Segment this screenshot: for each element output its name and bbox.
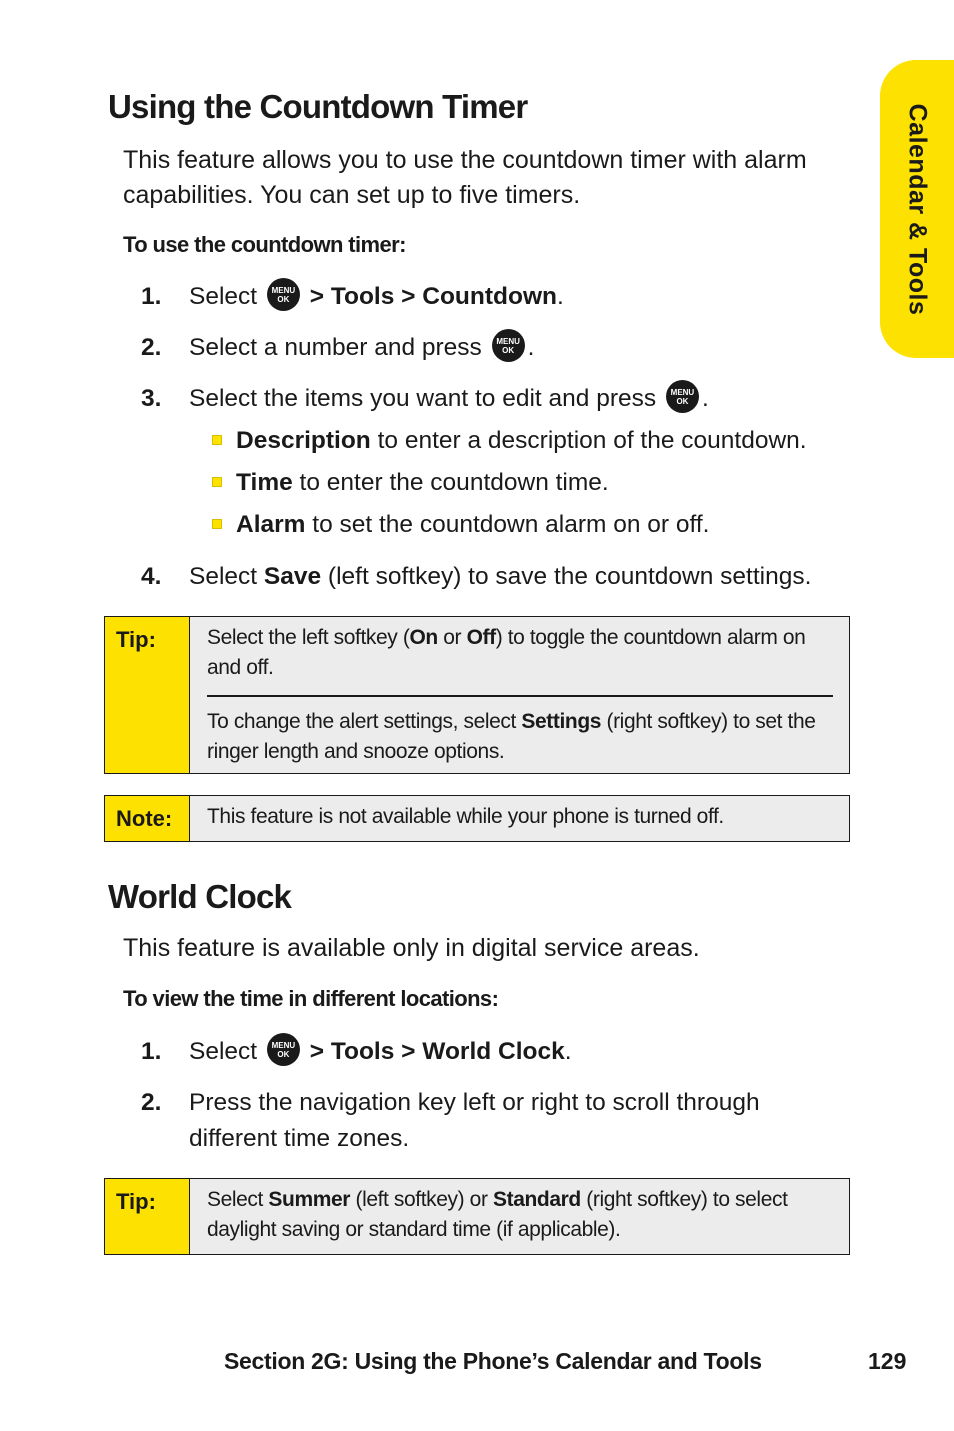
page-number: 129 bbox=[868, 1348, 907, 1374]
bullet-square-icon bbox=[212, 477, 222, 487]
section-tab-label: Calendar & Tools bbox=[903, 103, 932, 315]
note-box bbox=[104, 795, 850, 842]
tip-divider bbox=[207, 695, 833, 697]
world-clock-title: World Clock bbox=[108, 878, 292, 915]
countdown-tip-box bbox=[104, 616, 850, 774]
bullet-time: Time to enter the countdown time. bbox=[212, 465, 609, 501]
tip-text-1: Select the left softkey (On or Off) to toggle the countdown alarm on and off. bbox=[207, 626, 806, 679]
countdown-intro: This feature allows you to use the countdown timer with alarm capabilities. You can set up to five timers. bbox=[123, 146, 807, 209]
footer-section-title: Section 2G: Using the Phone’s Calendar and Tools bbox=[224, 1348, 762, 1374]
tip-label: Tip: bbox=[105, 617, 190, 773]
menu-ok-icon: MENU OK bbox=[492, 329, 525, 362]
menu-ok-icon: MENU OK bbox=[666, 380, 699, 413]
tip-label: Tip: bbox=[105, 1179, 190, 1254]
tip-text: Select Summer (left softkey) or Standard (right softkey) to select daylight saving or standard time (if applicable). bbox=[207, 1188, 788, 1241]
bullet-square-icon bbox=[212, 435, 222, 445]
countdown-title: Using the Countdown Timer bbox=[108, 88, 528, 125]
tip-text-2: To change the alert settings, select Settings (right softkey) to set the ringer length and snooze options. bbox=[207, 710, 816, 763]
world-clock-subheading: To view the time in different locations: bbox=[123, 986, 499, 1011]
bullet-alarm: Alarm to set the countdown alarm on or off. bbox=[212, 507, 710, 543]
menu-ok-icon: MENU OK bbox=[267, 1033, 300, 1066]
bullet-description: Description to enter a description of the countdown. bbox=[212, 423, 807, 459]
world-clock-tip-box bbox=[104, 1178, 850, 1255]
menu-ok-icon: MENU OK bbox=[267, 278, 300, 311]
section-tab bbox=[880, 60, 954, 358]
note-text: This feature is not available while your phone is turned off. bbox=[207, 805, 724, 828]
bullet-square-icon bbox=[212, 519, 222, 529]
world-clock-intro: This feature is available only in digital service areas. bbox=[123, 934, 700, 962]
countdown-subheading: To use the countdown timer: bbox=[123, 232, 406, 257]
note-label: Note: bbox=[105, 796, 190, 841]
